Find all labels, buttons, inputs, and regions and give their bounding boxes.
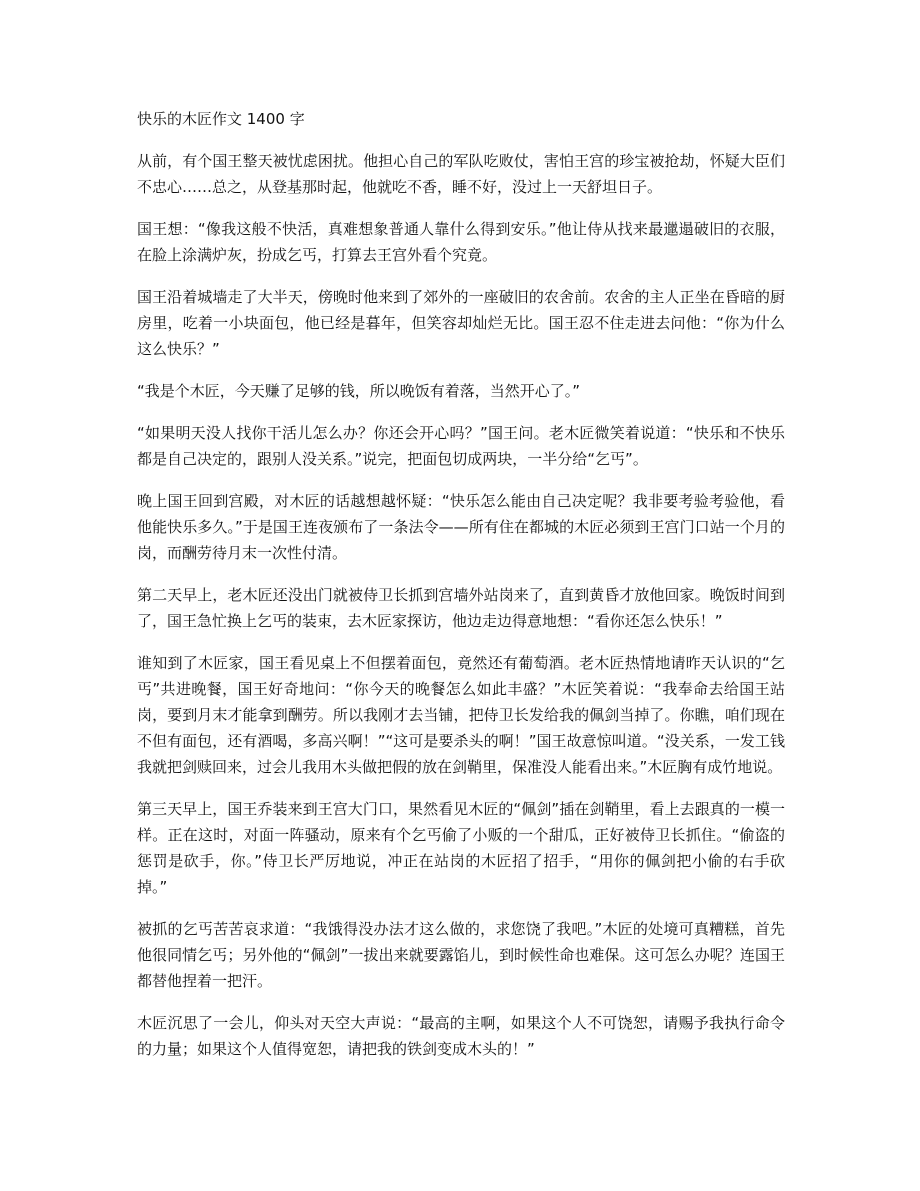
paragraph: 晚上国王回到宫殿，对木匠的话越想越怀疑：“快乐怎么能由自己决定呢？我非要考验考验他，看他能快乐多久。”于是国王连夜颁布了一条法令——所有住在都城的木匠必须到王宫门口站一个月的岗，而酬劳待月末一次性付清。	[137, 492, 785, 562]
paragraph: “如果明天没人找你干活儿怎么办？你还会开心吗？”国王问。老木匠微笑着说道：“快乐和不快乐都是自己决定的，跟别人没关系。”说完，把面包切成两块，一半分给“乞丐”。	[137, 424, 785, 468]
paragraph: 国王沿着城墙走了大半天，傍晚时他来到了郊外的一座破旧的农舍前。农舍的主人正坐在昏暗的厨房里，吃着一小块面包，他已经是暮年，但笑容却灿烂无比。国王忍不住走进去问他：“你为什么这么快乐？”	[137, 288, 785, 358]
paragraph: 国王想：“像我这般不快活，真难想象普通人靠什么得到安乐。”他让侍从找来最邋遢破旧的衣服，在脸上涂满炉灰，扮成乞丐，打算去王宫外看个究竟。	[137, 220, 785, 264]
document-body	[137, 106, 785, 1078]
paragraph: 谁知到了木匠家，国王看见桌上不但摆着面包，竟然还有葡萄酒。老木匠热情地请昨天认识的“乞丐”共进晚餐，国王好奇地问：“你今天的晚餐怎么如此丰盛？”木匠笑着说：“我奉命去给国王站岗，要到月末才能拿到酬劳。所以我刚才去当铺，把侍卫长发给我的佩剑当掉了。你瞧，咱们现在不但有面包，还有酒喝，多高兴啊！”“这可是要杀头的啊！”国王故意惊叫道。“没关系，一发工钱我就把剑赎回来，过会儿我用木头做把假的放在剑鞘里，保准没人能看出来。”木匠胸有成竹地说。	[137, 654, 785, 776]
paragraph: “我是个木匠，今天赚了足够的钱，所以晚饭有着落，当然开心了。”	[137, 382, 581, 400]
paragraph: 从前，有个国王整天被忧虑困扰。他担心自己的军队吃败仗，害怕王宫的珍宝被抢劫，怀疑大臣们不忠心……总之，从登基那时起，他就吃不香，睡不好，没过上一天舒坦日子。	[137, 152, 785, 196]
document-title: 快乐的木匠作文 1400 字	[137, 110, 305, 128]
paragraph: 木匠沉思了一会儿，仰头对天空大声说：“最高的主啊，如果这个人不可饶恕，请赐予我执行命令的力量；如果这个人值得宽恕，请把我的铁剑变成木头的！”	[137, 1014, 785, 1058]
paragraph: 被抓的乞丐苦苦哀求道：“我饿得没办法才这么做的，求您饶了我吧。”木匠的处境可真糟糕，首先他很同情乞丐；另外他的“佩剑”一拔出来就要露馅儿，到时候性命也难保。这可怎么办呢？连国王都替他捏着一把汗。	[137, 920, 785, 990]
paragraph: 第三天早上，国王乔装来到王宫大门口，果然看见木匠的“佩剑”插在剑鞘里，看上去跟真的一模一样。正在这时，对面一阵骚动，原来有个乞丐偷了小贩的一个甜瓜，正好被侍卫长抓住。“偷盗的惩罚是砍手，你。”侍卫长严厉地说，冲正在站岗的木匠招了招手，“用你的佩剑把小偷的右手砍掉。”	[137, 800, 785, 896]
paragraph: 第二天早上，老木匠还没出门就被侍卫长抓到宫墙外站岗来了，直到黄昏才放他回家。晚饭时间到了，国王急忙换上乞丐的装束，去木匠家探访，他边走边得意地想：“看你还怎么快乐！”	[137, 586, 785, 630]
